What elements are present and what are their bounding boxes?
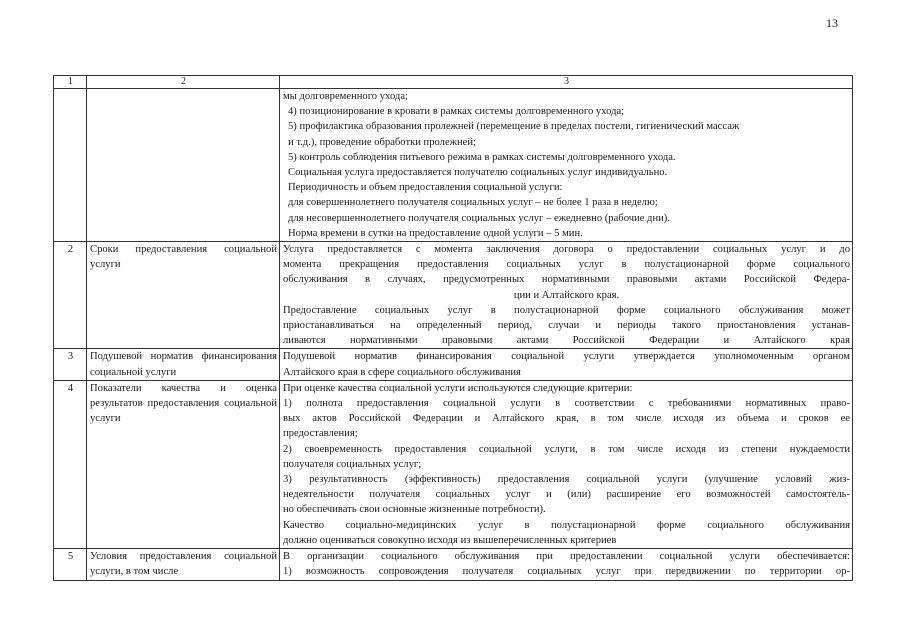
row-content-cell [280,549,853,580]
text-line: Норма времени в сутки на предоставление одной услуги – 5 мин. [288,227,583,239]
text-line: ции и Алтайского края. [513,289,620,301]
text-line: Услуга предоставляется с момента заключения договора о предоставлении социальных услуг и до [283,244,850,256]
row-number: 4 [54,380,87,548]
row-content-cell [280,242,853,349]
text-line: должно оцениваться совокупно исходя из вышеперечисленных критериев [283,534,617,546]
row-name: Сроки предоставления социальной услуги [87,242,280,349]
text-line: приостанавливаться на определенный период, случаи и периоды такого приостановления устанав- [283,320,850,332]
text-line: 5) профилактика образования пролежней (перемещение в пределах постели, гигиенический массаж [288,121,740,133]
row-number: 2 [54,242,87,349]
row-number: 3 [54,349,87,380]
table-row-4 [54,380,853,548]
table-row-3 [54,349,853,380]
text-line: Подушевой норматив финансирования социальной услуги утверждается уполномоченным органом [283,351,850,363]
row-name-cell [87,89,280,242]
text-line: для несовершеннолетнего получателя социальных услуг – ежедневно (рабочие дни). [288,212,670,224]
header-col-2: 2 [87,76,280,89]
row-content-cell [280,380,853,548]
text-line: 1) возможность сопровождения получателя социальных услуг при передвижении по территории ор- [283,566,850,578]
text-line: и т.д.), проведение обработки пролежней; [288,136,476,148]
table-header-row [54,76,853,89]
text-line: Качество социально-медицинских услуг в полустационарной форме социального обслуживания [283,519,850,531]
table-row-5 [54,549,853,580]
text-line: недеятельности получателя социальных услуг и (или) расширение его возможностей самостоятель- [283,489,850,501]
row-name: Подушевой норматив финансирования социальной услуги [87,349,280,380]
text-line: Алтайского края в сфере социального обслуживания [283,366,521,378]
text-line: предоставления; [283,428,358,440]
row-name-cell [87,549,280,580]
header-col-1: 1 [54,76,87,89]
row-number: 5 [54,549,87,580]
text-line: 4) позиционирование в кровати в рамках системы долговременного ухода; [288,106,625,118]
text-line: момента прекращения предоставления социальных услуг в полустационарной форме социального [283,259,850,271]
text-line: получателя социальных услуг; [283,458,422,470]
text-line: В организации социального обслуживания при предоставлении социальной услуги обеспечивается: [283,551,850,563]
text-line: но обеспечивать свои основные жизненные потребности). [283,504,546,516]
text-line: Периодичность и объем предоставления социальной услуги: [288,182,563,194]
header-col-3: 3 [280,76,853,89]
text-line: 5) контроль соблюдения питьевого режима в рамках системы долговременного ухода. [288,151,676,163]
text-line: Социальная услуга предоставляется получателю социальных услуг индивидуально. [288,167,668,179]
row-name: Показатели качества и оценка результатов предоставления социальной услуги [87,380,280,548]
table-row-2 [54,242,853,349]
row-name: Условия предоставления социальной услуги, в том числе [90,551,277,578]
text-line: ливаются нормативными правовыми актами Российской Федерации и Алтайского края [283,335,850,347]
services-table [53,75,853,581]
table-row-continuation [54,89,853,242]
text-line: мы долговременного ухода; [283,91,408,102]
text-line: 1) полнота предоставления социальной услуги в соответствии с требованиями нормативных право- [283,398,850,410]
text-line: 2) своевременность предоставления социальной услуги, в том числе исходя из степени нуждаемости [283,443,850,455]
text-line: вых актов Российской Федерации и Алтайского края, в том числе исходя из объема и сроков ее [283,413,850,425]
text-line: Предоставление социальных услуг в полустационарной форме социального обслуживания может [283,304,850,316]
row-content-cell [280,349,853,380]
text-line: При оценке качества социальной услуги используются следующие критерии: [283,382,633,394]
row-content-cell [280,89,853,242]
text-line: обслуживания в случаях, предусмотренных нормативными правовыми актами Российской Федера- [283,274,850,286]
page-number: 13 [826,16,838,30]
row-number-cell [54,89,87,242]
text-line: 3) результативность (эффективность) предоставления социальной услуги (улучшение условий жиз- [283,474,850,486]
text-line: для совершеннолетнего получателя социальных услуг – не более 1 раза в неделю; [288,197,658,209]
